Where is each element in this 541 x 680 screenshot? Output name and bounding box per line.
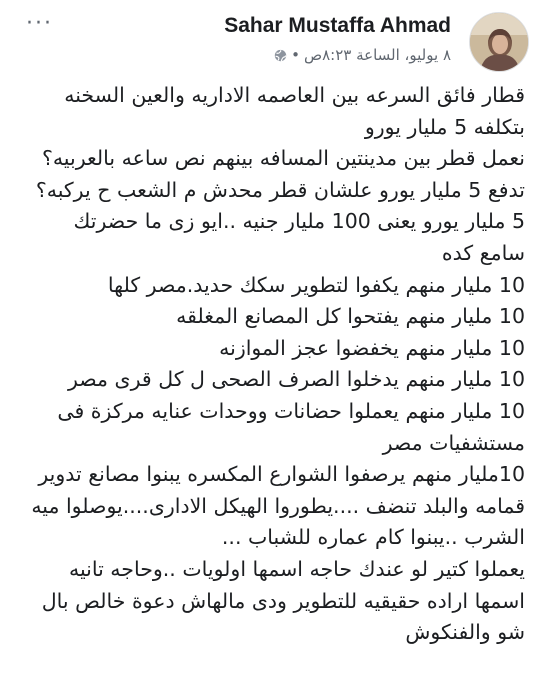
meta-separator: • bbox=[291, 46, 300, 64]
post-line: سامع كده bbox=[441, 240, 525, 265]
author-name[interactable]: Sahar Mustaffa Ahmad bbox=[224, 14, 451, 37]
post-line: شو والفنكوش bbox=[405, 620, 525, 645]
author-avatar[interactable] bbox=[469, 12, 529, 72]
post-line: يعملوا كتير لو عندك حاجه اسمها اولويات ..وحاجه تانيه bbox=[68, 556, 525, 581]
post-line: تدفع 5 مليار يورو علشان قطر محدش م الشعب ح يركبه؟ bbox=[35, 177, 525, 202]
post-line: قمامه والبلد تنضف ....يطوروا الهيكل الادارى....يوصلوا ميه bbox=[31, 493, 525, 518]
globe-icon[interactable] bbox=[274, 49, 287, 62]
post-line: نعمل قطر بين مدينتين المسافه بينهم نص ساعه بالعربيه؟ bbox=[41, 146, 525, 171]
post-line: 10 مليار منهم يدخلوا الصرف الصحى ل كل قرى مصر bbox=[67, 367, 525, 392]
post-line: اسمها اراده حقيقيه للتطوير ودى مالهاش دعوة خالص بال bbox=[41, 588, 525, 613]
post-line: 10 مليار منهم يكفوا لتطوير سكك حديد.مصر كلها bbox=[107, 272, 525, 297]
post-header bbox=[10, 8, 531, 72]
post-line: 10 مليار منهم يخفضوا عجز الموازنه bbox=[219, 335, 525, 360]
post-line: قطار فائق السرعه بين العاصمه الاداريه والعين السخنه bbox=[64, 83, 525, 107]
post-meta bbox=[274, 46, 451, 64]
post-body bbox=[18, 80, 525, 649]
avatar-photo bbox=[470, 13, 528, 71]
post-line: 10مليار منهم يرصفوا الشوارع المكسره يبنوا مصانع تدوير bbox=[38, 462, 525, 487]
post-line: الشرب ..يبنوا كام عماره للشباب ... bbox=[221, 525, 525, 550]
post-line: بتكلفه 5 مليار يورو bbox=[364, 114, 525, 139]
post-line: مستشفيات مصر bbox=[382, 430, 525, 455]
more-options-button[interactable]: ··· bbox=[26, 11, 53, 36]
post-line: 5 مليار يورو يعنى 100 مليار جنيه ..ايو زى ما حضرتك bbox=[73, 209, 525, 234]
post-line: 10 مليار منهم يفتحوا كل المصانع المغلقه bbox=[176, 304, 525, 329]
post-timestamp[interactable]: ٨ يوليو، الساعة ٨:٢٣ص bbox=[303, 46, 451, 64]
post-line: 10 مليار منهم يعملوا حضانات ووحدات عنايه مركزة فى bbox=[57, 398, 525, 423]
